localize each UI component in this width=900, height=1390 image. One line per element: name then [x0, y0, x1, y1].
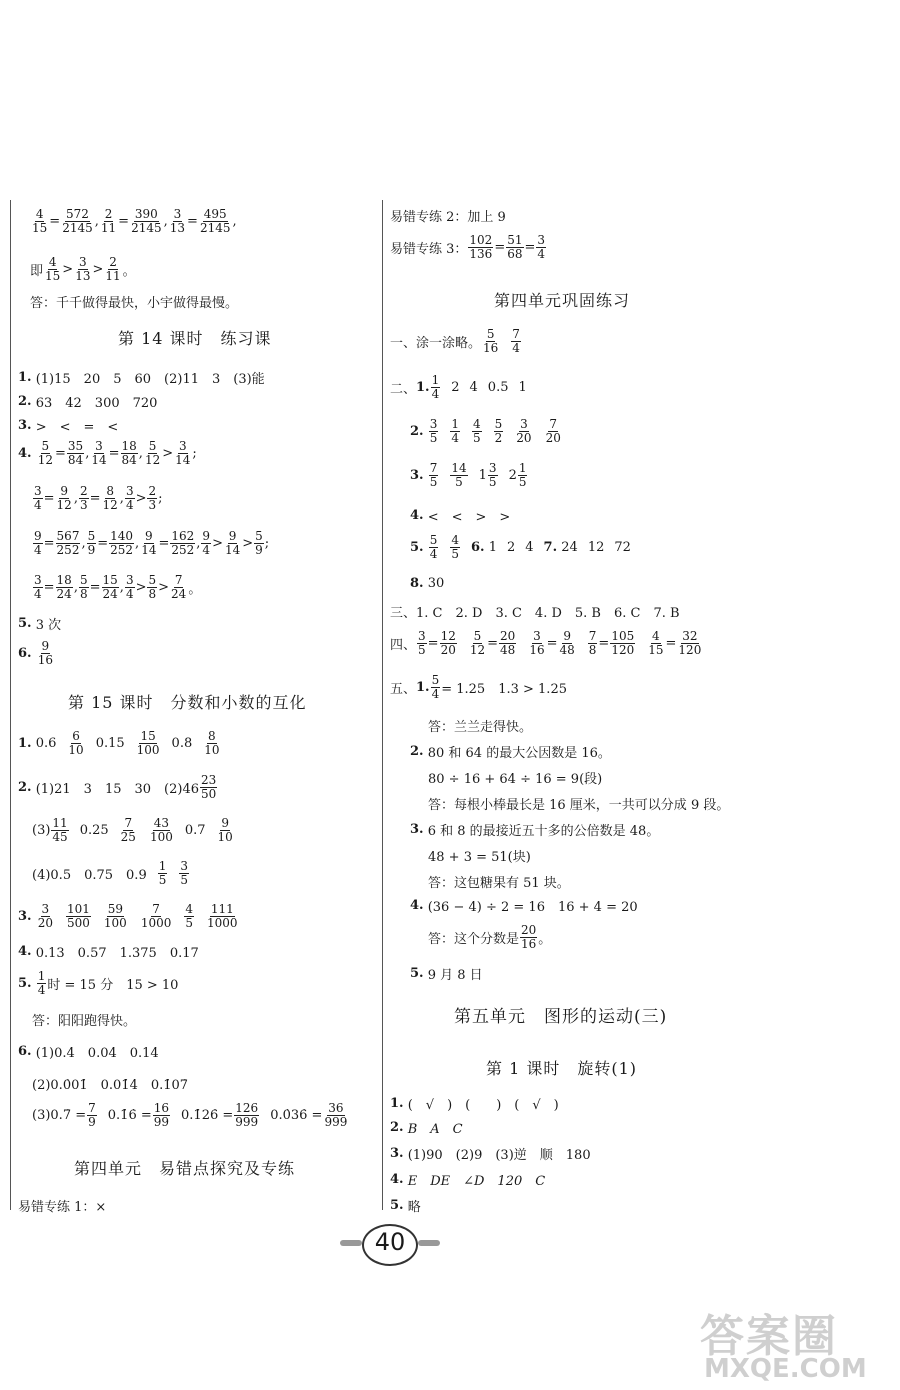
- answer-line: 1. 0.6 $\frac{6}{10}$ 0.15 $\frac{15}{100}$ 0.8 $\frac{8}{10}$: [18, 729, 220, 757]
- answer-line: 4. (36 − 4) ÷ 2 = 16 16 + 4 = 20: [410, 898, 638, 915]
- answer-line: 3. > < = <: [18, 418, 119, 435]
- section-heading: 第 1 课时 旋转(1): [486, 1059, 638, 1078]
- answer-line: (3)0.7̇ = $\frac{7}{9}$ 0.1̇6̇ = $\frac{16}{99}$ 0.1̇26̇ = $\frac{126}{999}$ 0.0̇36̇ = $\frac{36}{999}$: [32, 1101, 348, 1129]
- answer-line: 4. $\frac{5}{12}$ = $\frac{35}{84}$ , $\frac{3}{14}$ = $\frac{18}{84}$ , $\frac{5}{12}$ > $\frac{3}{14}$ ;: [18, 439, 197, 467]
- answer-line: $\frac{9}{4}$ = $\frac{567}{252}$ , $\frac{5}{9}$ = $\frac{140}{252}$ , $\frac{9}{14}$ = $\frac{162}{252}$ , $\frac{9}{4}$ > $\frac{9}{14}$ > $\frac{5}{9}$ ;: [34, 529, 270, 557]
- answer-line: 四、 $\frac{3}{5}$ = $\frac{12}{20}$ $\frac{5}{12}$ = $\frac{20}{48}$ $\frac{3}{16}$ = $\frac{9}{48}$ $\frac{7}{8}$ = $\frac{105}{120}$ $\frac{4}{15}$ = $\frac{32}{120}$: [390, 629, 702, 657]
- answer-line: 五、 1. $\frac{5}{4}$ = 1.25 1.3 > 1.25: [390, 673, 567, 701]
- answer-line: (2)0.0̇01̇ 0.01̇4̇ 0.1̇07̇: [32, 1078, 189, 1093]
- answer-line: 2. B A C: [390, 1120, 463, 1137]
- watermark: [700, 1300, 890, 1385]
- answer-line: (4)0.5 0.75 0.9 $\frac{1}{5}$ $\frac{3}{5}$: [32, 859, 188, 887]
- answer-line: 80 ÷ 16 + 64 ÷ 16 = 9(段): [428, 772, 603, 787]
- answer-line: 2. (1)21 3 15 30 (2)46 $\frac{23}{50}$: [18, 773, 217, 801]
- ornament-left: [340, 1240, 362, 1246]
- page-number: 40: [374, 1228, 406, 1256]
- answer-line: 3. $\frac{3}{20}$ $\frac{101}{500}$ $\frac{59}{100}$ $\frac{7}{1000}$ $\frac{4}{5}$ $\frac{111}{1000}$: [18, 902, 238, 930]
- answer-line: 2. 63 42 300 720: [18, 394, 158, 411]
- answer-line: 5. 9 月 8 日: [410, 966, 483, 983]
- answer-line: 答：每根小棒最长是 16 厘米，一共可以分成 9 段。: [428, 798, 730, 813]
- answer-line: 6. $\frac{9}{16}$: [18, 639, 53, 667]
- answer-line: 2. 80 和 64 的最大公因数是 16。: [410, 744, 611, 761]
- answer-line: (3) $\frac{11}{45}$ 0.25 $\frac{7}{25}$ $\frac{43}{100}$ 0.7 $\frac{9}{10}$: [32, 816, 233, 844]
- answer-line: 答：阳阳跑得快。: [32, 1014, 137, 1029]
- answer-line: 答：千千做得最快，小宇做得最慢。: [30, 296, 239, 311]
- answer-line: $\frac{3}{4}$ = $\frac{9}{12}$ , $\frac{2}{3}$ = $\frac{8}{12}$ , $\frac{3}{4}$ > $\frac{2}{3}$ ;: [34, 484, 163, 512]
- answer-line: 3. 6 和 8 的最接近五十多的公倍数是 48。: [410, 822, 660, 839]
- answer-line: 5. $\frac{1}{4}$ 时 = 15 分 15 > 10: [18, 969, 179, 997]
- answer-line: 3. $\frac{7}{5}$ $\frac{14}{5}$ 1 $\frac{3}{5}$ 2 $\frac{1}{5}$: [410, 461, 527, 489]
- answer-line: 48 + 3 = 51(块): [428, 850, 531, 865]
- ornament-right: [418, 1240, 440, 1246]
- left-margin-line: [10, 200, 11, 1210]
- section-heading: 第四单元巩固练习: [494, 291, 631, 310]
- answer-line: 易错专练 3： $\frac{102}{136}$ = $\frac{51}{68}$ = $\frac{3}{4}$: [390, 233, 546, 261]
- watermark-logo: 答案圈: [700, 1311, 838, 1362]
- answer-line: 3. (1)90 (2)9 (3)逆 顺 180: [390, 1146, 591, 1163]
- answer-line: 易错专练 1：×: [18, 1200, 107, 1215]
- answer-line: 5. $\frac{5}{4}$ $\frac{4}{5}$ 6. 1 2 4 7. 24 12 72: [410, 533, 631, 561]
- answer-line: 1. ( √ ) ( ) ( √ ): [390, 1096, 559, 1113]
- answer-line: 易错专练 2：加上 9: [390, 210, 506, 225]
- answer-line: 4. E DE ∠D 120 C: [390, 1172, 546, 1189]
- answer-line: 即 $\frac{4}{15}$ > $\frac{3}{13}$ > $\frac{2}{11}$ 。: [30, 255, 136, 283]
- answer-line: 三、1. C 2. D 3. C 4. D 5. B 6. C 7. B: [390, 606, 680, 621]
- answer-line: 2. $\frac{3}{5}$ $\frac{1}{4}$ $\frac{4}{5}$ $\frac{5}{2}$ $\frac{3}{20}$ $\frac{7}{20}$: [410, 417, 561, 445]
- answer-line: 一、涂一涂略。 $\frac{5}{16}$ $\frac{7}{4}$: [390, 327, 520, 355]
- answer-line: 4. 0.13 0.57 1.375 0.17: [18, 944, 199, 961]
- answer-line: 6. (1)0.4̇ 0.04̇ 0.14̇: [18, 1044, 159, 1061]
- answer-line: 5. 略: [390, 1198, 421, 1215]
- watermark-url: MXQE.COM: [704, 1354, 867, 1384]
- answer-line: $\frac{4}{15}$ = $\frac{572}{2145}$ , $\frac{2}{11}$ = $\frac{390}{2145}$ , $\frac{3}{13}$ = $\frac{495}{2145}$ ,: [32, 207, 237, 235]
- answer-line: 8. 30: [410, 576, 445, 591]
- answer-line: 4. < < > >: [410, 508, 511, 525]
- page-number-badge: [340, 1222, 440, 1266]
- section-heading: 第 15 课时 分数和小数的互化: [68, 693, 307, 712]
- answer-line: 答：这包糖果有 51 块。: [428, 876, 570, 891]
- section-heading: 第四单元 易错点探究及专练: [74, 1159, 296, 1178]
- answer-line: 答：这个分数是 $\frac{20}{16}$ 。: [428, 923, 552, 951]
- answer-line: 二、 1. $\frac{1}{4}$ 2 4 0.5 1: [390, 373, 527, 401]
- answer-line: 1. (1)15 20 5 60 (2)11 3 (3)能: [18, 370, 265, 387]
- answer-line: 答：兰兰走得快。: [428, 720, 533, 735]
- section-heading: 第 14 课时 练习课: [118, 329, 272, 348]
- section-heading: 第五单元 图形的运动(三): [454, 1007, 668, 1027]
- column-divider: [382, 200, 383, 1210]
- answer-line: 5. 3 次: [18, 616, 62, 633]
- answer-line: $\frac{3}{4}$ = $\frac{18}{24}$ , $\frac{5}{8}$ = $\frac{15}{24}$ , $\frac{3}{4}$ > $\frac{5}{8}$ > $\frac{7}{24}$ 。: [34, 573, 202, 601]
